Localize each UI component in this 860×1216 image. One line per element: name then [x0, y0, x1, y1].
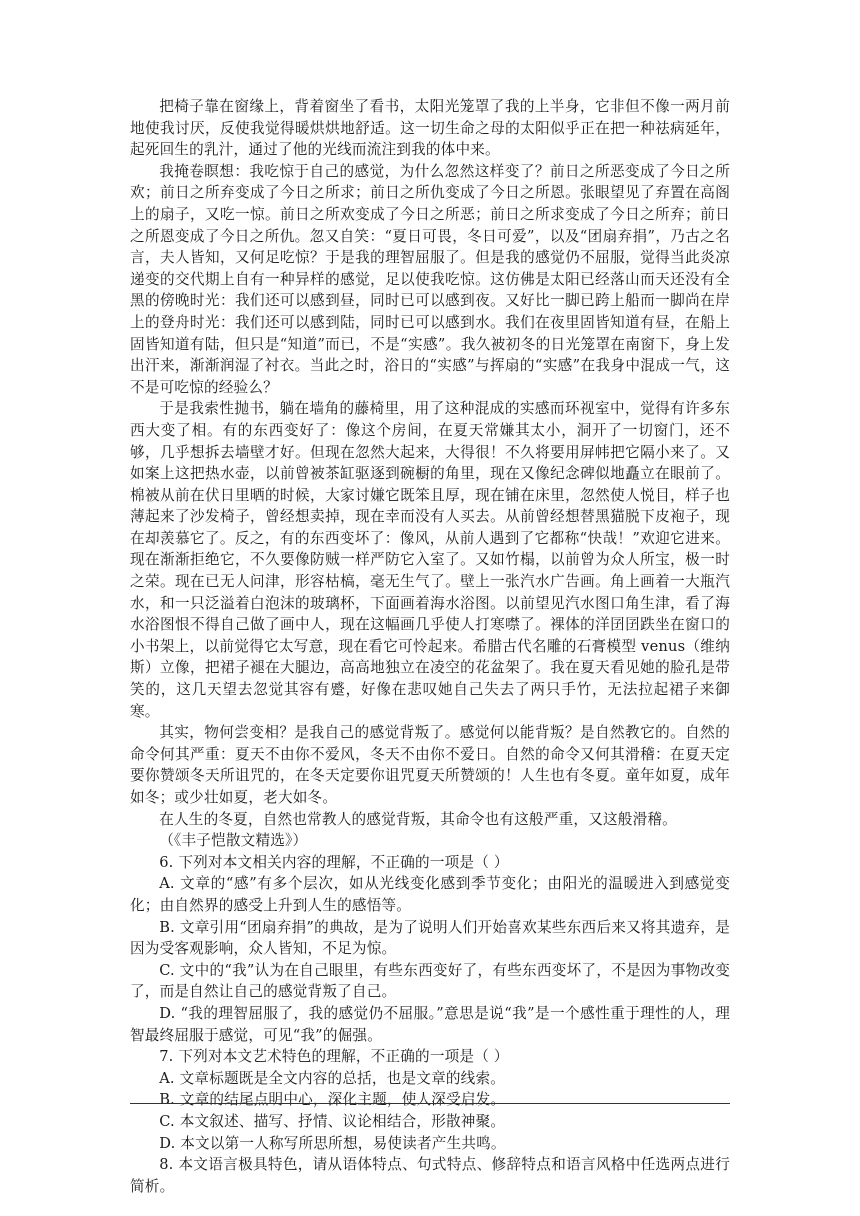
- passage-paragraph-3: 于是我索性抛书，躺在墙角的藤椅里，用了这种混成的实感而环视室中，觉得有许多东西大变了相。有的东西变好了：像这个房间，在夏天常嫌其太小，洞开了一切窗门，还不够，几乎想拆去墙壁才好。但现在忽然大起来，大得很！不久将要用屏帏把它隔小来了。又如案上这把热水壶，以前曾被茶缸驱逐到碗橱的角里，现在又像纪念碑似地矗立在眼前了。棉被从前在伏日里晒的时候，大家讨嫌它既笨且厚，现在铺在床里，忽然使人悦目，样子也薄起来了沙发椅子，曾经想卖掉，现在幸而没有人买去。从前曾经想替黑猫脱下皮袍子，现在却羡慕它了。反之，有的东西变坏了：像风，从前人遇到了它都称“快哉！”欢迎它进来。现在渐渐拒绝它，不久要像防贼一样严防它入室了。又如竹榻，以前曾为众人所宝，极一时之荣。现在已无人问津，形容枯槁，毫无生气了。壁上一张汽水广告画。角上画着一大瓶汽水，和一只泛溢着白泡沫的玻璃杯，下面画着海水浴图。以前望见汽水图口角生津，看了海水浴图恨不得自己做了画中人，现在这幅画几乎使人打寒噤了。裸体的洋囝囝跌坐在窗口的小书架上，以前觉得它太写意，现在看它可怜起来。希腊古代名雕的石膏模型 venus（维纳斯）立像，把裙子褪在大腿边，高高地独立在凌空的花盆架了。我在夏天看见她的脸孔是带笑的，这几天望去忽觉其容有蹙，好像在悲叹她自己失去了两只手竹，无法拉起裙子来御寒。: [130, 400, 730, 720]
- question-8-stem: 8. 本文语言极具特色，请从语体特点、句式特点、修辞特点和语言风格中任选两点进行简析。: [130, 1156, 730, 1195]
- question-7-stem: 7. 下列对本文艺术特色的理解，不正确的一项是（ ）: [159, 1048, 509, 1066]
- passage-source: （《丰子恺散文精选》）: [159, 832, 308, 850]
- question-7-option-a: A. 文章标题既是全文内容的总括，也是文章的线索。: [159, 1069, 506, 1087]
- passage-paragraph-4: 其实，物何尝变相？是我自己的感觉背叛了。感觉何以能背叛？是自然教它的。自然的命令何其严重：夏天不由你不爱风，冬天不由你不爱日。自然的命令又何其滑稽：在夏天定要你赞颂冬天所诅咒的，在冬天定要你诅咒夏天所赞颂的！人生也有冬夏。童年如夏，成年如冬；或少壮如夏，老大如冬。: [130, 724, 730, 806]
- exam-page: [130, 96, 730, 1197]
- question-6-option-b: B. 文章引用“团扇弃捐”的典故，是为了说明人们开始喜欢某些东西后来又将其遗弃，是因为受客观影响，众人皆知，不足为惊。: [130, 918, 730, 958]
- question-6-option-d: D. “我的理智屈服了，我的感觉仍不屈服。”意思是说“我”是一个感性重于理性的人，理智最终屈服于感觉，可见“我”的倔强。: [130, 1004, 730, 1044]
- page-footer-rule: [130, 1103, 730, 1104]
- question-7-option-b: B. 文章的结尾点明中心，深化主题，使人深受启发。: [159, 1091, 506, 1109]
- question-7-option-d: D. 本文以第一人称写所思所想，易使读者产生共鸣。: [159, 1134, 506, 1152]
- question-6-stem: 6. 下列对本文相关内容的理解，不正确的一项是（ ）: [159, 853, 509, 871]
- passage-paragraph-1: 把椅子靠在窗缘上，背着窗坐了看书，太阳光笼罩了我的上半身，它非但不像一两月前地使我讨厌，反使我觉得暖烘烘地舒适。这一切生命之母的太阳似乎正在把一种祛病延年，起死回生的乳汁，通过了他的光线而流注到我的体中来。: [130, 98, 730, 159]
- question-6-option-c: C. 文中的“我”认为在自己眼里，有些东西变好了，有些东西变坏了，不是因为事物改变了，而是自然让自己的感觉背叛了自己。: [130, 961, 730, 1001]
- question-6-option-a: A. 文章的“感”有多个层次，如从光线变化感到季节变化；由阳光的温暖进入到感觉变化；由自然界的感受上升到人生的感悟等。: [130, 875, 730, 914]
- passage-paragraph-5: 在人生的冬夏，自然也常教人的感觉背叛，其命令也有这般严重，又这般滑稽。: [159, 810, 677, 828]
- question-7-option-c: C. 本文叙述、描写、抒情、议论相结合，形散神聚。: [159, 1112, 506, 1130]
- passage-paragraph-2: 我掩卷瞑想：我吃惊于自己的感觉，为什么忽然这样变了？前日之所恶变成了今日之所欢；前日之所弃变成了今日之所求；前日之所仇变成了今日之所恩。张眼望见了弃置在高阁上的扇子，又吃一惊。前日之所欢变成了今日之所恶；前日之所求变成了今日之所弃；前日之所恩变成了今日之所仇。忽又自笑：“夏日可畏，冬日可爱”，以及“团扇弃捐”，乃古之名言，夫人皆知，又何足吃惊？于是我的理智屈服了。但是我的感觉仍不屈服，觉得当此炎凉递变的交代期上自有一种异样的感觉，足以使我吃惊。这仿佛是太阳已经落山而天还没有全黑的傍晚时光：我们还可以感到昼，同时已可以感到夜。又好比一脚已跨上船而一脚尚在岸上的登舟时光：我们还可以感到陆，同时已可以感到水。我们在夜里固皆知道有昼，在船上固皆知道有陆，但只是“知道”而已，不是“实感”。我久被初冬的日光笼罩在南窗下，身上发出汗来，渐渐润湿了衬衣。当此之时，浴日的“实感”与挥扇的“实感”在我身中混成一气，这不是可吃惊的经验么？: [130, 162, 730, 396]
